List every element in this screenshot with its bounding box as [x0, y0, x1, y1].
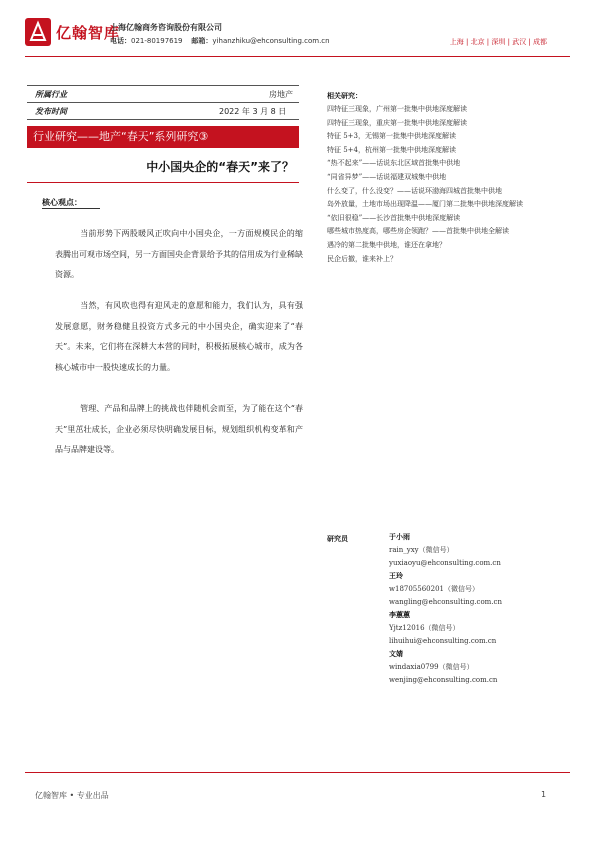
meta-bottom-rule — [27, 119, 299, 120]
core-paragraph — [55, 296, 303, 378]
related-research-list — [327, 103, 552, 266]
related-item[interactable]: 特征 5+3，无锡第一批集中供地深度解读 — [327, 132, 456, 141]
report-title: 中小国央企的“春天”来了？ — [146, 160, 294, 174]
contact-line — [110, 36, 330, 46]
core-paragraph-text: 当然，有风吹也得有迎风走的意愿和能力，我们认为，具有强发展意愿，财务稳健且投资方式多元的中小国央企，确实迎来了“春天”。未来，它们将在深耕大本营的同时，积极拓展核心城市，成为各核心城市中一股快速成长的力量。 — [55, 301, 303, 372]
analyst-label: 研究员 — [327, 535, 348, 543]
core-points-underline — [42, 208, 100, 209]
core-paragraph — [55, 399, 303, 461]
analyst-email[interactable]: yuxiaoyu@ehconsulting.com.cn — [389, 559, 501, 567]
analyst-name: 王玲 — [389, 572, 403, 580]
meta-middle-rule — [27, 102, 299, 103]
header-divider — [25, 56, 570, 57]
analyst-name: 李蕙蕙 — [389, 611, 410, 619]
related-item[interactable]: 特征 5+4，杭州第一批集中供地深度解读 — [327, 145, 456, 154]
analyst-email[interactable]: wangling@ehconsulting.com.cn — [389, 598, 502, 606]
analyst-wechat: windaxia0799（微信号） — [389, 663, 474, 671]
analyst-list — [389, 531, 502, 687]
related-item[interactable]: “热不起来”——话说东北区域首批集中供地 — [327, 159, 461, 168]
analyst-wechat: rain_yxy（微信号） — [389, 546, 454, 554]
related-item[interactable]: 什么变了，什么没变？——话说环渤海四城首批集中供地 — [327, 186, 502, 195]
related-item[interactable]: 四特征三现象，广州第一批集中供地深度解读 — [327, 105, 467, 113]
company-logo — [25, 18, 51, 46]
industry-label: 所属行业 — [35, 90, 67, 99]
phone-label: 电话： — [110, 37, 131, 45]
title-divider — [27, 182, 299, 183]
date-label: 发布时间 — [35, 107, 67, 116]
industry-value: 房地产 — [269, 90, 293, 99]
core-points-heading: 核心观点： — [42, 198, 82, 207]
meta-top-rule — [27, 85, 299, 86]
analyst-wechat: Yjtz12016（微信号） — [389, 624, 460, 632]
core-paragraph — [55, 224, 303, 286]
date-value: 2022 年 3 月 8 日 — [219, 107, 287, 116]
report-banner: 行业研究——地产“春天”系列研究③ — [27, 126, 299, 148]
brand-name: 亿翰智库 — [56, 24, 121, 42]
related-item[interactable]: “依旧很稳”——长沙首批集中供地深度解读 — [327, 213, 461, 222]
related-item[interactable]: 民企后撤，谁来补上？ — [327, 254, 397, 263]
analyst-name: 于小雨 — [389, 533, 410, 541]
analyst-name: 文婧 — [389, 650, 403, 658]
analyst-email[interactable]: wenjing@ehconsulting.com.cn — [389, 676, 498, 684]
analyst-wechat: w18705560201（微信号） — [389, 585, 479, 593]
analyst-email[interactable]: lihuihui@ehconsulting.com.cn — [389, 637, 497, 645]
related-item[interactable]: 遇冷的第二批集中供地，谁还在拿地？ — [327, 240, 446, 249]
office-cities: 上海 | 北京 | 深圳 | 武汉 | 成都 — [449, 38, 547, 46]
logo-mark-icon — [25, 18, 51, 46]
related-item[interactable]: 四特征三现象，重庆第一批集中供地深度解读 — [327, 118, 467, 127]
phone-number: 021-80197619 — [131, 37, 183, 45]
related-item[interactable]: 哪些城市热度高，哪些房企领跑？——首批集中供地全解读 — [327, 227, 509, 236]
page-number: 1 — [541, 790, 547, 799]
email-label: 邮箱： — [191, 37, 213, 45]
footer-credit: 亿翰智库 • 专业出品 — [35, 791, 109, 800]
related-item[interactable]: 岛外放量，土地市场出现降温——厦门第二批集中供地深度解读 — [327, 200, 523, 209]
email-address: yihanzhiku@ehconsulting.com.cn — [212, 37, 330, 45]
company-name: 上海亿翰商务咨询股份有限公司 — [110, 23, 222, 32]
core-paragraph-text: 管理、产品和品牌上的挑战也伴随机会而至，为了能在这个“春天”里茁壮成长，企业必须尽快明确发展目标，规划组织机构变革和产品与品牌建设等。 — [55, 404, 303, 454]
related-item[interactable]: “同省异梦”——话说福建双城集中供地 — [327, 172, 447, 181]
footer-divider — [25, 772, 570, 773]
core-paragraph-text: 当前形势下两股暖风正吹向中小国央企，一方面规模民企的缩表腾出可观市场空间，另一方面国央企背景给予其的信用成为行业稀缺资源。 — [55, 229, 303, 279]
related-research-heading: 相关研究： — [327, 92, 362, 100]
